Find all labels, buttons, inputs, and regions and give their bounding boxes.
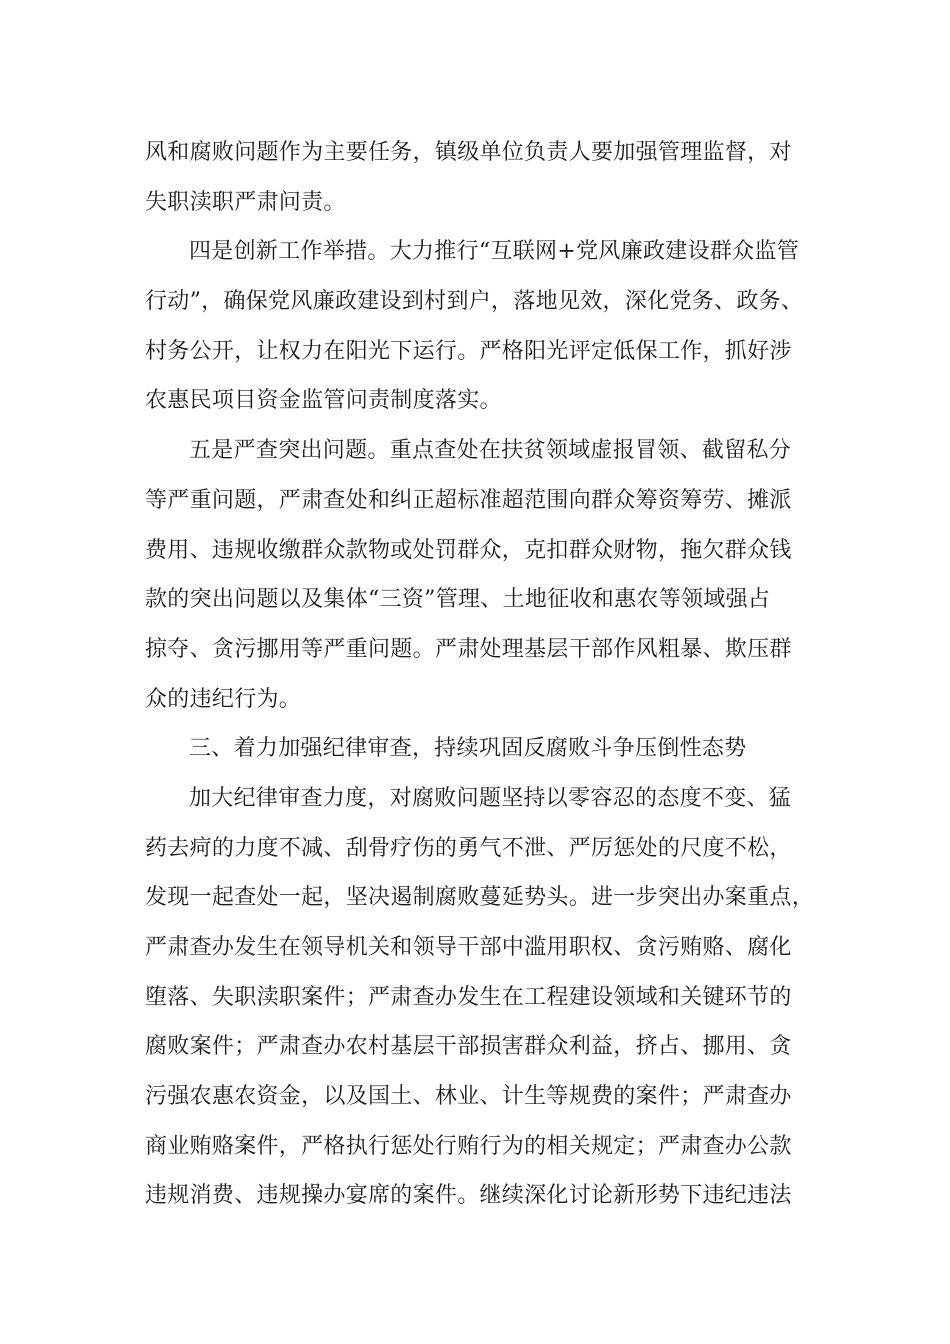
- text-line: 行动”，确保党风廉政建设到村到户，落地见效，深化党务、政务、: [145, 289, 804, 315]
- text-line: 风和腐败问题作为主要任务，镇级单位负责人要加强管理监督，对: [145, 140, 792, 165]
- text-line: 违规消费、违规操办宴席的案件。继续深化讨论新形势下违纪违法: [145, 1183, 792, 1209]
- text-line: 三、着力加强纪律审查，持续巩固反腐败斗争压倒性态势: [189, 736, 747, 762]
- text-line: 款的突出问题以及集体“三资”管理、土地征收和惠农等领域强占: [145, 587, 771, 613]
- text-line: 商业贿赂案件，严格执行惩处行贿行为的相关规定；严肃查办公款: [145, 1133, 792, 1159]
- text-line: 药去疴的力度不减、刮骨疗伤的勇气不泄、严厉惩处的尺度不松，: [145, 835, 792, 861]
- text-line: 发现一起查处一起，坚决遏制腐败蔓延势头。进一步突出办案重点，: [145, 885, 815, 911]
- text-line: 众的违纪行为。: [145, 686, 302, 712]
- text-line: 四是创新工作举措。大力推行“互联网+党风廉政建设群众监管: [189, 239, 800, 265]
- text-line: 失职渎职严肃问责。: [145, 189, 346, 215]
- text-line: 掠夺、贪污挪用等严重问题。严肃处理基层干部作风粗暴、欺压群: [145, 636, 792, 662]
- text-line: 污强农惠农资金，以及国土、林业、计生等规费的案件；严肃查办: [145, 1084, 792, 1110]
- body-text: [145, 128, 825, 1221]
- text-line: 农惠民项目资金监管问责制度落实。: [145, 388, 502, 414]
- text-line: 费用、违规收缴群众款物或处罚群众，克扣群众财物，拖欠群众钱: [145, 537, 792, 563]
- text-line: 加大纪律审查力度，对腐败问题坚持以零容忍的态度不变、猛: [189, 785, 792, 811]
- text-line: 五是严查突出问题。重点查处在扶贫领域虚报冒领、截留私分: [189, 438, 792, 464]
- text-line: 严肃查办发生在领导机关和领导干部中滥用职权、贪污贿赂、腐化: [145, 935, 792, 960]
- text-line: 村务公开，让权力在阳光下运行。严格阳光评定低保工作，抓好涉: [145, 338, 792, 364]
- text-line: 腐败案件；严肃查办农村基层干部损害群众利益，挤占、挪用、贪: [145, 1034, 792, 1060]
- text-line: 等严重问题，严肃查处和纠正超标准超范围向群众筹资筹劳、摊派: [145, 487, 792, 513]
- text-line: 堕落、失职渎职案件；严肃查办发生在工程建设领域和关键环节的: [145, 984, 792, 1010]
